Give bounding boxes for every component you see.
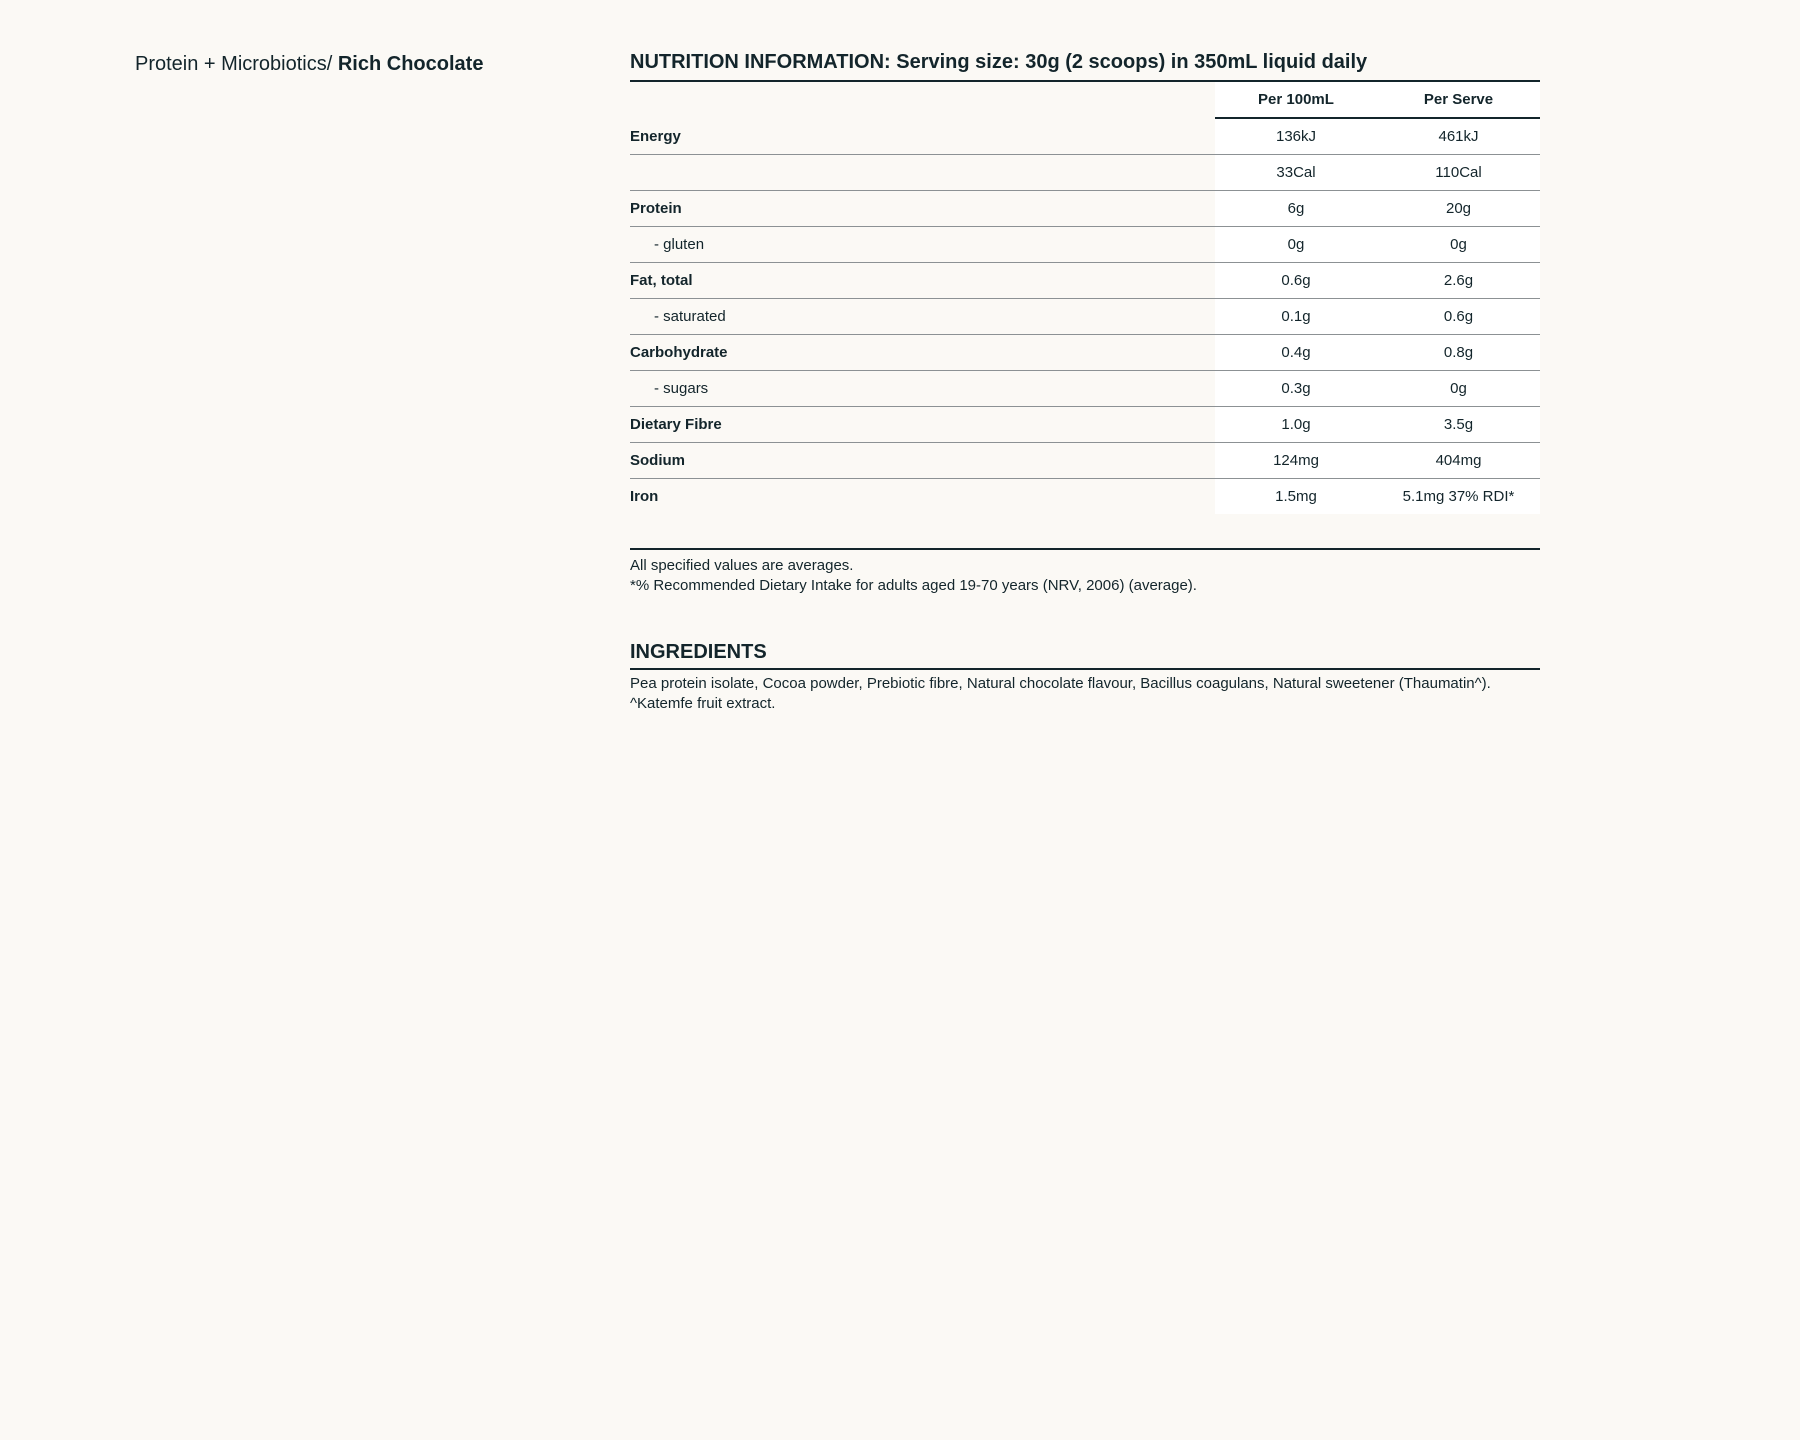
- row-label: Fat, total: [630, 263, 1215, 299]
- value-per-serve: 404mg: [1377, 443, 1540, 479]
- value-per-100ml: 1.5mg: [1215, 479, 1377, 515]
- nutrition-panel: [630, 48, 1540, 714]
- value-per-100ml: 0.4g: [1215, 335, 1377, 371]
- value-per-serve: 110Cal: [1377, 155, 1540, 191]
- table-row: [630, 299, 1540, 335]
- header-per-100ml: Per 100mL: [1215, 82, 1377, 118]
- value-per-serve: 0g: [1377, 371, 1540, 407]
- breadcrumb-parent: Protein + Microbiotics/: [135, 53, 338, 75]
- nutrition-title: NUTRITION INFORMATION: Serving size: 30g (2 scoops) in 350mL liquid daily: [630, 48, 1540, 82]
- value-per-100ml: 1.0g: [1215, 407, 1377, 443]
- value-per-serve: 0g: [1377, 227, 1540, 263]
- table-row: [630, 407, 1540, 443]
- value-per-100ml: 0.1g: [1215, 299, 1377, 335]
- table-row: [630, 335, 1540, 371]
- ingredients-title: INGREDIENTS: [630, 638, 1540, 670]
- averages-note: All specified values are averages.: [630, 557, 854, 574]
- value-per-serve: 2.6g: [1377, 263, 1540, 299]
- row-label: [630, 155, 1215, 191]
- row-label: Protein: [630, 191, 1215, 227]
- value-per-serve: 3.5g: [1377, 407, 1540, 443]
- breadcrumb: [135, 50, 483, 78]
- table-row: [630, 191, 1540, 227]
- row-label: - gluten: [630, 227, 1215, 263]
- row-label: - saturated: [630, 299, 1215, 335]
- table-row: [630, 118, 1540, 155]
- row-label: Carbohydrate: [630, 335, 1215, 371]
- row-label: Sodium: [630, 443, 1215, 479]
- value-per-serve: 0.6g: [1377, 299, 1540, 335]
- header-blank: [630, 82, 1215, 118]
- value-per-100ml: 136kJ: [1215, 118, 1377, 155]
- ingredients-footnote: ^Katemfe fruit extract.: [630, 695, 776, 712]
- table-row: [630, 227, 1540, 263]
- row-label: Energy: [630, 118, 1215, 155]
- row-label: Dietary Fibre: [630, 407, 1215, 443]
- value-per-100ml: 0.3g: [1215, 371, 1377, 407]
- nutrition-header-row: [630, 82, 1540, 118]
- value-per-serve: 461kJ: [1377, 118, 1540, 155]
- rdi-note: *% Recommended Dietary Intake for adults aged 19-70 years (NRV, 2006) (average).: [630, 577, 1197, 594]
- table-row: [630, 155, 1540, 191]
- value-per-serve: 5.1mg 37% RDI*: [1377, 479, 1540, 515]
- table-row: [630, 443, 1540, 479]
- value-per-serve: 0.8g: [1377, 335, 1540, 371]
- ingredients-body: [630, 670, 1540, 714]
- ingredients-text: Pea protein isolate, Cocoa powder, Prebiotic fibre, Natural chocolate flavour, Bacillus coagulans, Natural sweetener (Thaumatin^).: [630, 675, 1491, 692]
- value-per-100ml: 0g: [1215, 227, 1377, 263]
- row-label: - sugars: [630, 371, 1215, 407]
- value-per-100ml: 6g: [1215, 191, 1377, 227]
- nutrition-table: [630, 82, 1540, 514]
- value-per-100ml: 124mg: [1215, 443, 1377, 479]
- value-per-100ml: 33Cal: [1215, 155, 1377, 191]
- value-per-100ml: 0.6g: [1215, 263, 1377, 299]
- header-per-serve: Per Serve: [1377, 82, 1540, 118]
- table-row: [630, 371, 1540, 407]
- breadcrumb-current: Rich Chocolate: [337, 53, 484, 75]
- value-per-serve: 20g: [1377, 191, 1540, 227]
- table-row: [630, 479, 1540, 515]
- table-row: [630, 263, 1540, 299]
- row-label: Iron: [630, 488, 659, 505]
- nutrition-footnotes: [630, 548, 1540, 596]
